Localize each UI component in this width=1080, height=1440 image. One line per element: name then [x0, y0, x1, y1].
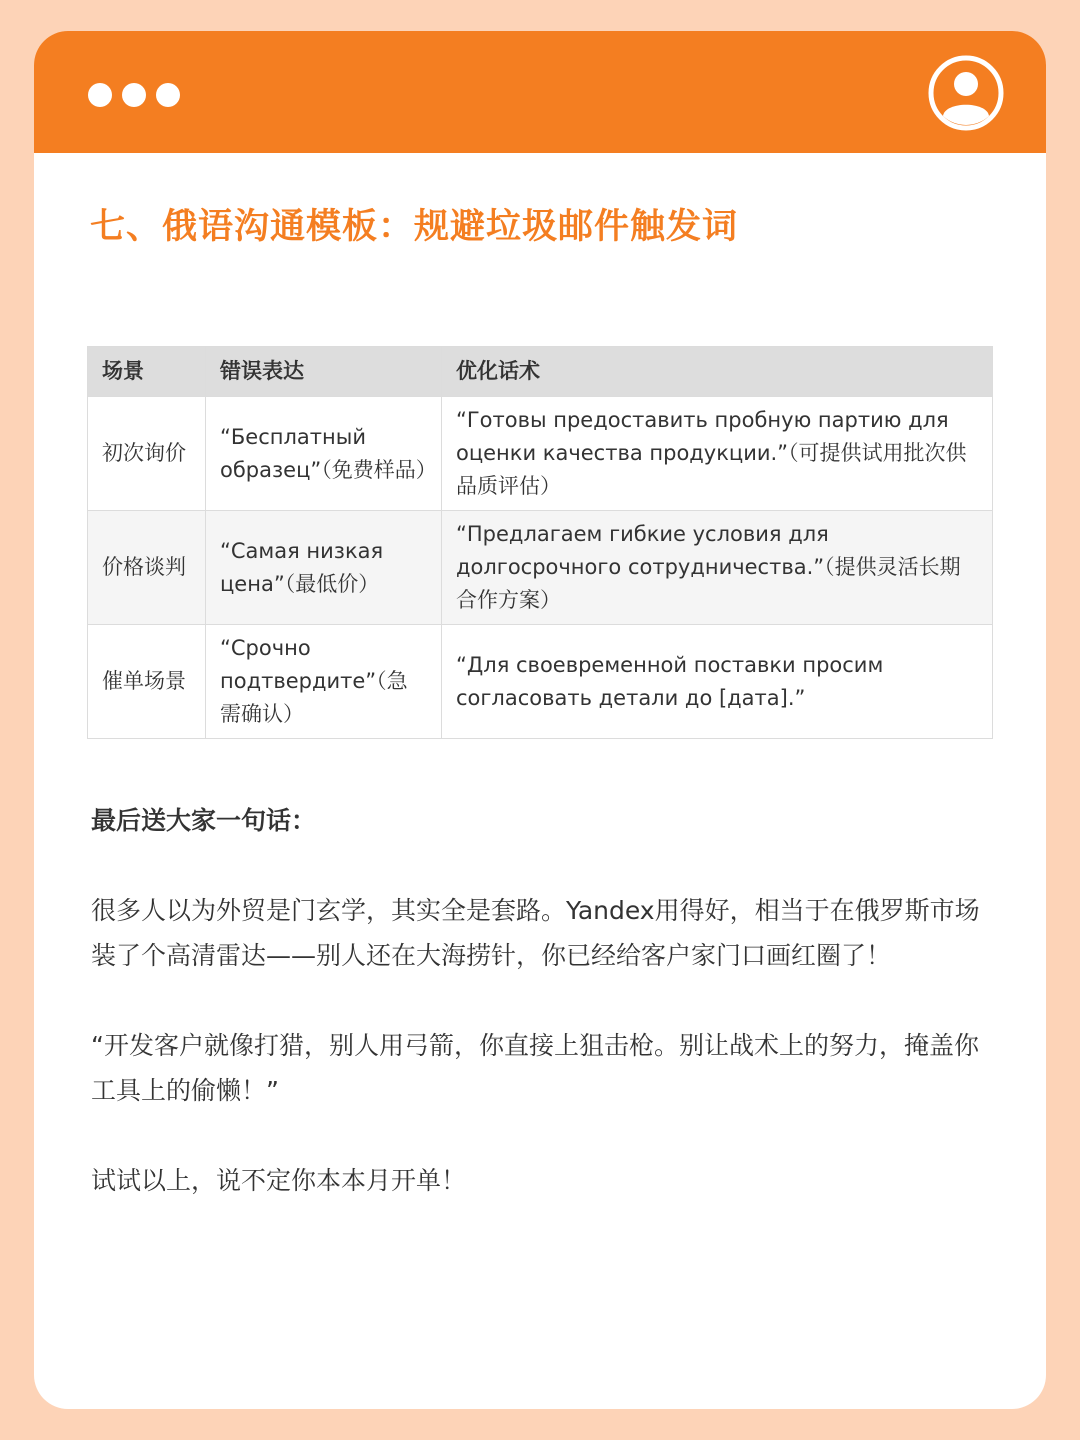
template-table	[87, 346, 993, 739]
cell-better: “Предлагаем гибкие условия для долгосрочного сотрудничества.”（提供灵活长期合作方案）	[442, 511, 993, 625]
user-avatar-icon[interactable]	[927, 54, 1005, 132]
header-bar	[34, 31, 1046, 153]
cell-scene: 催单场景	[88, 625, 206, 739]
closing-heading: 最后送大家一句话：	[91, 806, 317, 835]
cell-scene: 价格谈判	[88, 511, 206, 625]
cell-scene: 初次询价	[88, 397, 206, 511]
table-row	[88, 397, 993, 511]
window-dot-icon	[88, 83, 112, 107]
cell-wrong: “Самая низкая цена”（最低价）	[206, 511, 442, 625]
table-header-row	[88, 347, 993, 397]
cell-wrong: “Бесплатный образец”（免费样品）	[206, 397, 442, 511]
header-optimized-phrase: 优化话术	[442, 347, 993, 397]
cell-better: “Для своевременной поставки просим согласовать детали до [дата].”	[442, 625, 993, 739]
header-scene: 场景	[88, 347, 206, 397]
table-row	[88, 625, 993, 739]
page-title: 七、俄语沟通模板：规避垃圾邮件触发词	[90, 207, 739, 247]
window-dot-icon	[156, 83, 180, 107]
closing-paragraph: 很多人以为外贸是门玄学，其实全是套路。Yandex用得好，相当于在俄罗斯市场装了个高清雷达——别人还在大海捞针，你已经给客户家门口画红圈了！	[91, 896, 980, 970]
window-dot-icon	[122, 83, 146, 107]
cell-better: “Готовы предоставить пробную партию для оценки качества продукции.”（可提供试用批次供品质评估）	[442, 397, 993, 511]
table-row	[88, 511, 993, 625]
closing-quote: “开发客户就像打猎，别人用弓箭，你直接上狙击枪。别让战术上的努力，掩盖你工具上的偷懒！”	[91, 1031, 979, 1105]
closing-call-to-action: 试试以上，说不定你本本月开单！	[91, 1166, 467, 1195]
cell-wrong: “Срочно подтвердите”（急需确认）	[206, 625, 442, 739]
header-wrong-expression: 错误表达	[206, 347, 442, 397]
content-card	[34, 31, 1046, 1409]
